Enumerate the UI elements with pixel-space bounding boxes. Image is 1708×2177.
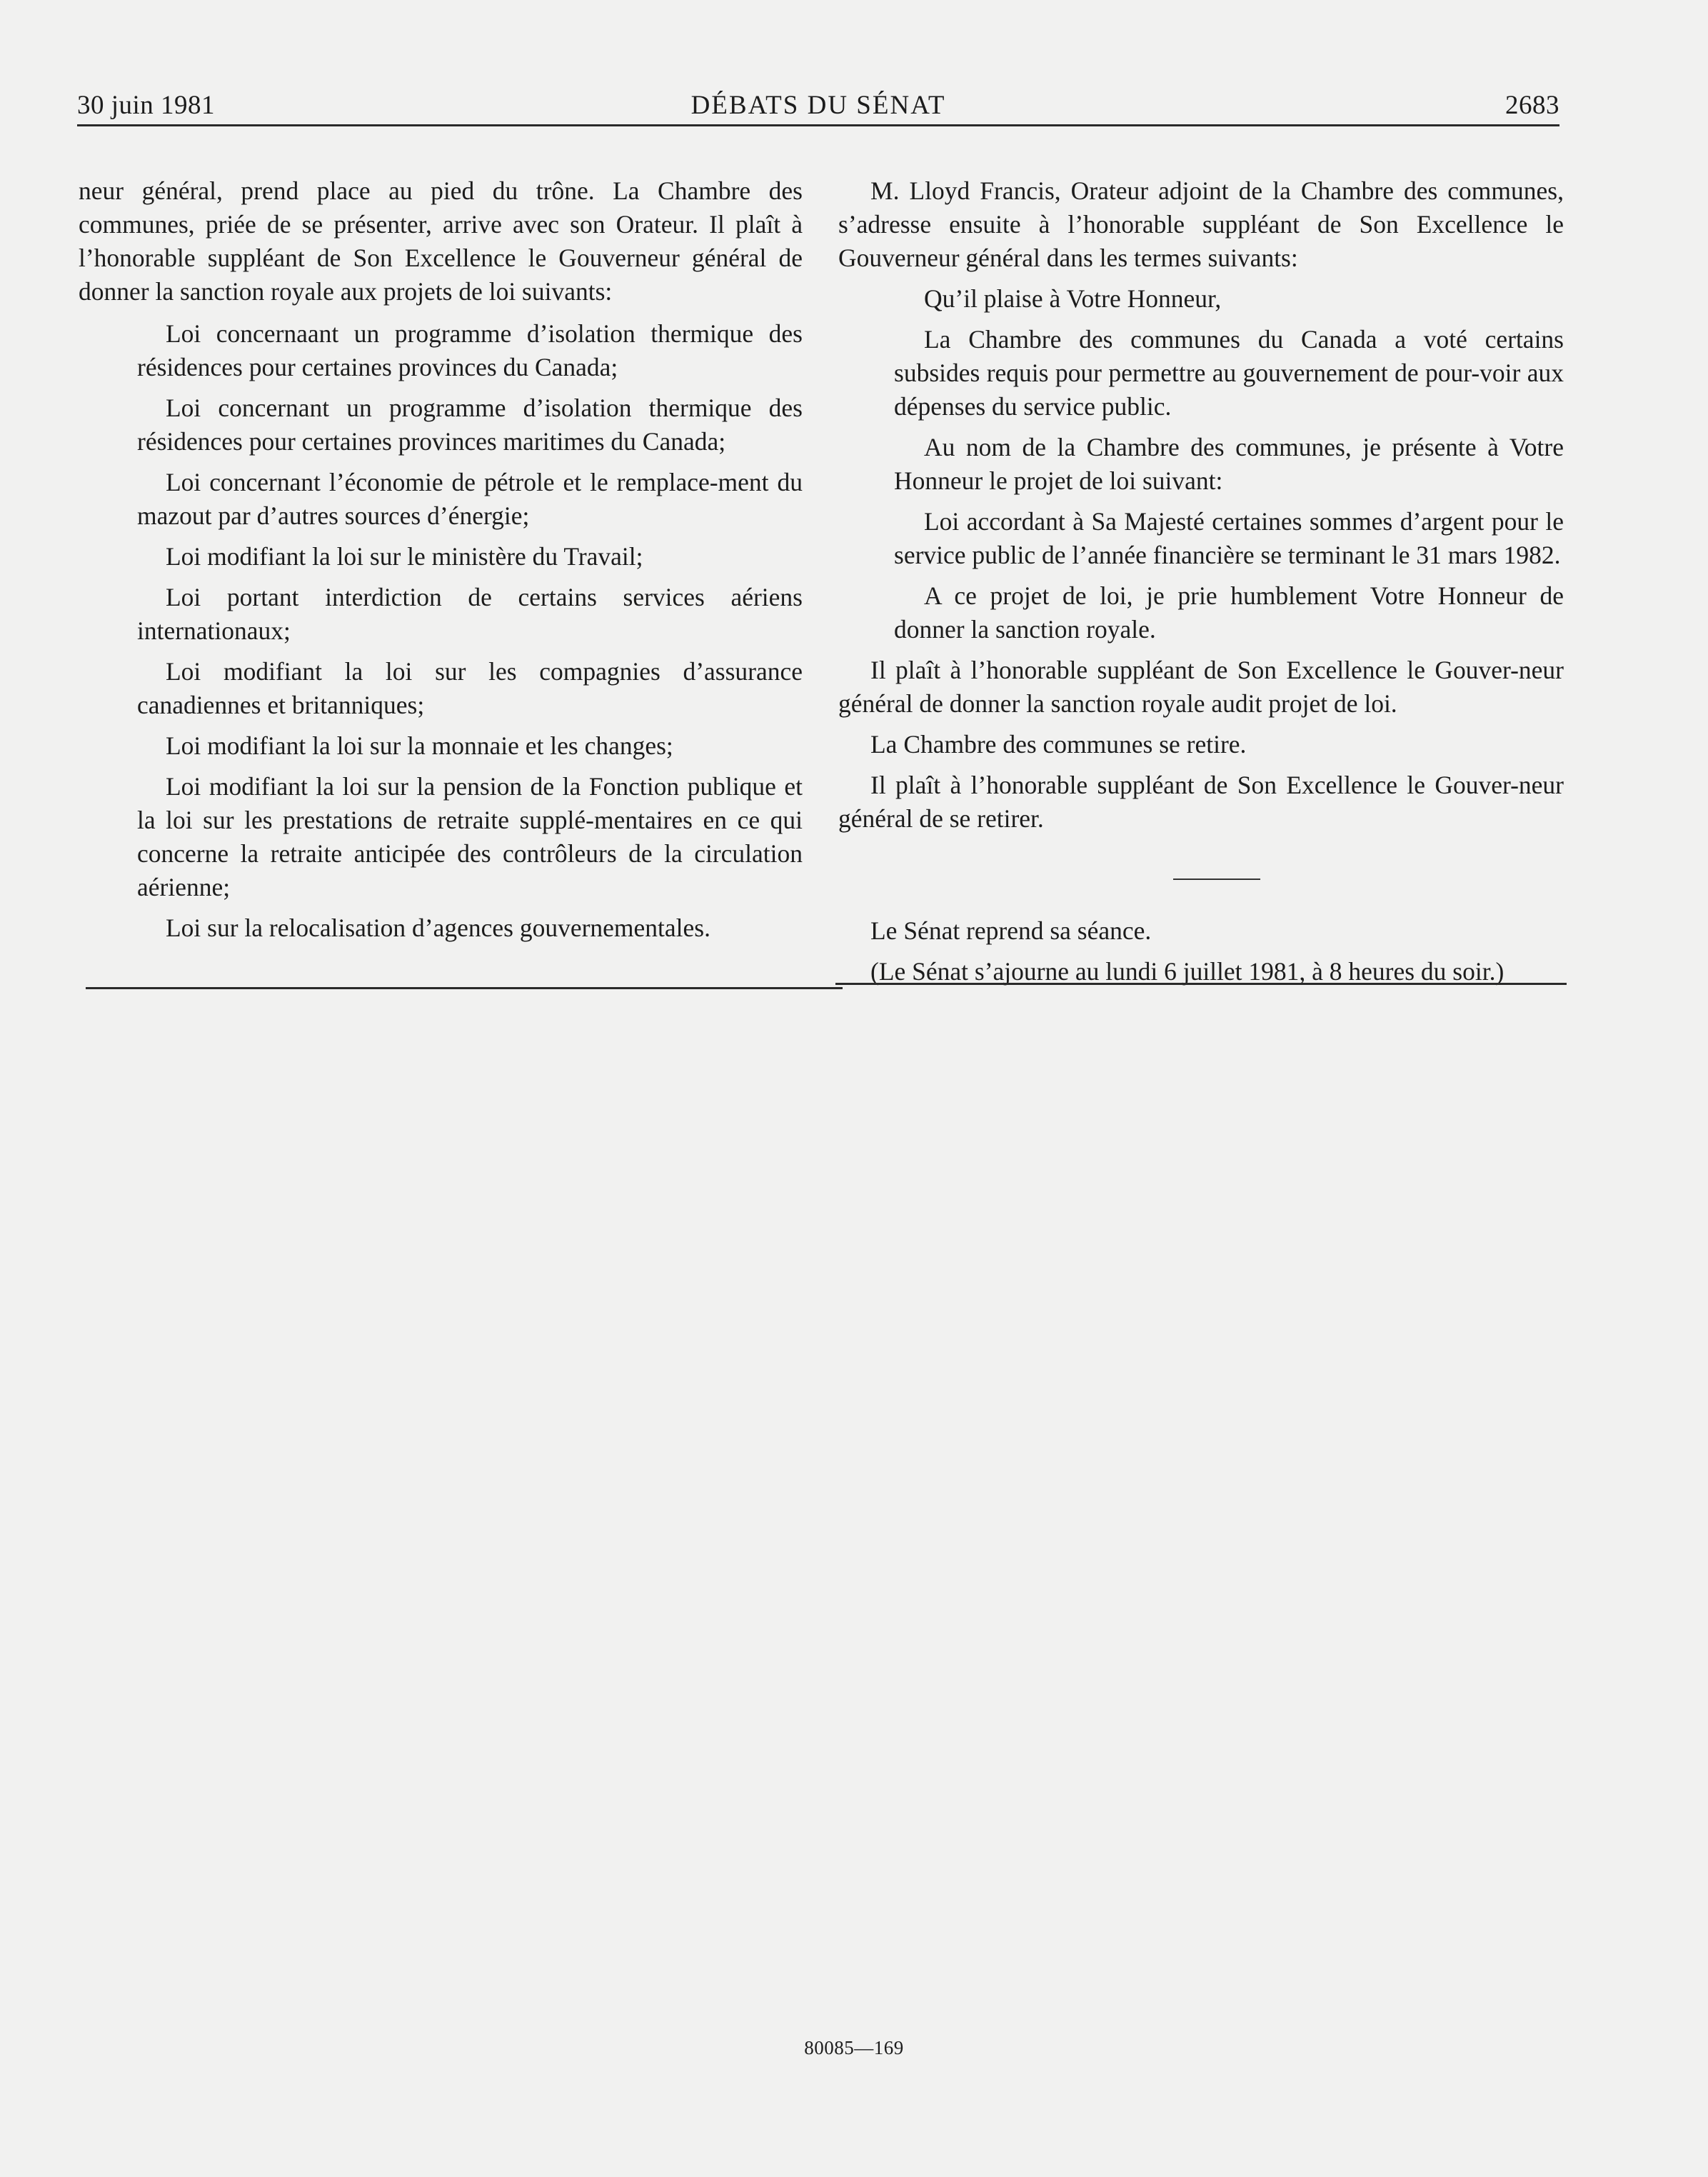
column-end-rule bbox=[86, 987, 843, 989]
print-code: 80085—169 bbox=[804, 2037, 904, 2058]
running-header bbox=[77, 84, 1559, 124]
column-end-rule bbox=[835, 983, 1567, 985]
bill-item: Loi concernant l’économie de pétrole et le remplace-ment du mazout par d’autres sources d’énergie; bbox=[137, 468, 803, 530]
section-separator bbox=[1173, 879, 1260, 880]
header-title: DÉBATS DU SÉNAT bbox=[690, 91, 946, 120]
speaker-paragraph: M. Lloyd Francis, Orateur adjoint de la Chambre des communes, s’adresse ensuite à l’honorable suppléant de Son Excellence le Gouverneur général dans les termes suivants: bbox=[838, 176, 1564, 272]
intro-paragraph: neur général, prend place au pied du trône. La Chambre des communes, priée de se présenter, arrive avec son Orateur. Il plaît à l’honorable suppléant de Son Excellence le Gouverneur général de donner la sanction royale aux projets de loi suivants: bbox=[79, 176, 803, 306]
header-page-number: 2683 bbox=[1505, 91, 1559, 120]
bill-item: Loi concernaant un programme d’isolation thermique des résidences pour certaines provinces du Canada; bbox=[137, 319, 803, 381]
bill-item: Loi modifiant la loi sur la pension de la Fonction publique et la loi sur les prestations de retraite supplé-mentaires en ce qui concerne la retraite anticipée des contrôleurs de la circulation aérienne; bbox=[137, 772, 803, 901]
right-column bbox=[838, 174, 1564, 989]
bill-item: Loi modifiant la loi sur la monnaie et les changes; bbox=[166, 731, 673, 760]
bill-item: Loi portant interdiction de certains services aériens internationaux; bbox=[137, 583, 803, 645]
narrative-paragraph: Il plaît à l’honorable suppléant de Son Excellence le Gouver-neur général de se retirer. bbox=[838, 771, 1564, 833]
address-salutation: Qu’il plaise à Votre Honneur, bbox=[924, 284, 1222, 313]
address-paragraph: La Chambre des communes du Canada a voté certains subsides requis pour permettre au gouvernement de pour-voir aux dépenses du service public. bbox=[894, 325, 1564, 421]
bill-item: Loi sur la relocalisation d’agences gouvernementales. bbox=[166, 914, 710, 942]
bill-title-quoted: Loi accordant à Sa Majesté certaines sommes d’argent pour le service public de l’année financière se terminant le 31 mars 1982. bbox=[894, 507, 1564, 569]
narrative-paragraph: La Chambre des communes se retire. bbox=[870, 730, 1247, 759]
narrative-paragraph: Le Sénat reprend sa séance. bbox=[870, 916, 1152, 945]
adjournment-paragraph: (Le Sénat s’ajourne au lundi 6 juillet 1981, à 8 heures du soir.) bbox=[870, 957, 1504, 986]
narrative-paragraph: Il plaît à l’honorable suppléant de Son Excellence le Gouver-neur général de donner la sanction royale audit projet de loi. bbox=[838, 656, 1564, 718]
bill-item: Loi concernant un programme d’isolation thermique des résidences pour certaines provinces maritimes du Canada; bbox=[137, 394, 803, 456]
address-paragraph: A ce projet de loi, je prie humblement Votre Honneur de donner la sanction royale. bbox=[894, 581, 1564, 644]
left-column bbox=[79, 174, 803, 952]
bill-item: Loi modifiant la loi sur le ministère du Travail; bbox=[166, 542, 643, 571]
bill-item: Loi modifiant la loi sur les compagnies d’assurance canadiennes et britanniques; bbox=[137, 657, 803, 719]
address-paragraph: Au nom de la Chambre des communes, je présente à Votre Honneur le projet de loi suivant: bbox=[894, 433, 1564, 495]
header-date: 30 juin 1981 bbox=[77, 91, 216, 120]
header-rule bbox=[77, 124, 1559, 126]
